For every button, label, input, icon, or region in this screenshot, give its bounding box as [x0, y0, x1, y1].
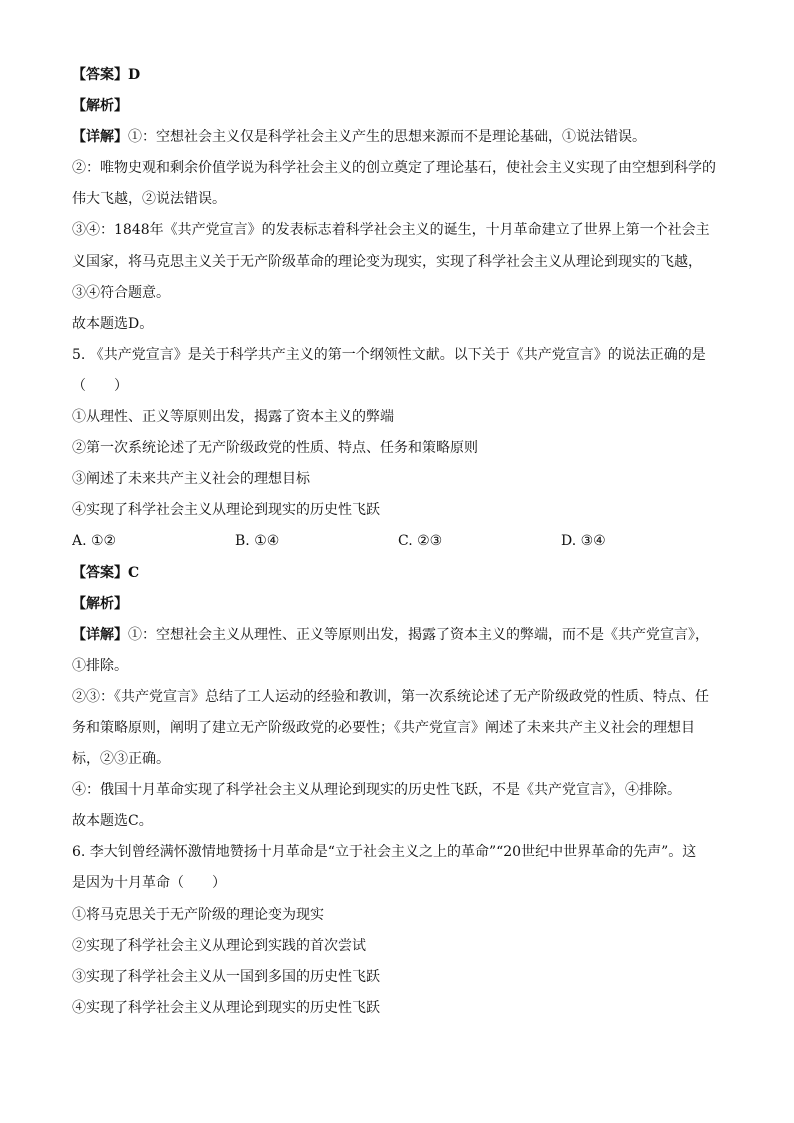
q6-statement: ③实现了科学社会主义从一国到多国的历史性飞跃 — [72, 968, 380, 985]
q4-detail-line: 伟大飞越，②说法错误。 — [72, 191, 226, 208]
q4-detail-line: 义国家，将马克思主义关于无产阶级革命的理论变为现实，实现了科学社会主义从理论到现实的飞越， — [72, 253, 702, 270]
document-page — [72, 60, 732, 1024]
q5-detail-line: 标，②③正确。 — [72, 751, 170, 768]
q5-option-c: C. ②③ — [398, 533, 443, 550]
q5-detail-line: ②③：《共产党宣言》总结了工人运动的经验和教训，第一次系统论述了无产阶级政党的性质、特点、任 — [72, 688, 709, 705]
q5-statement: ③阐述了未来共产主义社会的理想目标 — [72, 471, 310, 488]
q5-answer: 【答案】C — [72, 564, 140, 581]
q6-stem: 是因为十月革命（ ） — [72, 875, 226, 892]
q4-detail-line: 【详解】①：空想社会主义仅是科学社会主义产生的思想来源而不是理论基础，①说法错误。 — [72, 129, 646, 146]
q4-detail-tag: 【详解】 — [72, 129, 128, 146]
q5-options — [72, 526, 732, 557]
q5-statement: ②第一次系统论述了无产阶级政党的性质、特点、任务和策略原则 — [72, 440, 478, 457]
q5-statement: ④实现了科学社会主义从理论到现实的历史性飞跃 — [72, 502, 380, 519]
q4-analysis-label: 【解析】 — [72, 98, 128, 115]
q5-option-b: B. ①④ — [235, 533, 280, 550]
q6-statement: ④实现了科学社会主义从理论到现实的历史性飞跃 — [72, 999, 380, 1016]
q5-detail-tag: 【详解】 — [72, 626, 128, 643]
q5-detail-line: ④：俄国十月革命实现了科学社会主义从理论到现实的历史性飞跃，不是《共产党宣言》，④排除。 — [72, 782, 681, 799]
q5-option-d: D. ③④ — [561, 533, 606, 550]
q5-stem: 5. 《共产党宣言》是关于科学共产主义的第一个纲领性文献。以下关于《共产党宣言》的说法正确的是 — [72, 346, 706, 363]
q5-detail-line: 务和策略原则，阐明了建立无产阶级政党的必要性；《共产党宣言》阐述了未来共产主义社会的理想目 — [72, 719, 695, 736]
q6-statement: ②实现了科学社会主义从理论到实践的首次尝试 — [72, 937, 366, 954]
q6-stem: 6. 李大钊曾经满怀激情地赞扬十月革命是“立于社会主义之上的革命”“20世纪中世界革命的先声”。这 — [72, 844, 697, 861]
q5-analysis-label: 【解析】 — [72, 595, 128, 612]
q4-detail-line: ③④：1848年《共产党宣言》的发表标志着科学社会主义的诞生，十月革命建立了世界上第一个社会主 — [72, 222, 710, 239]
q5-statement: ①从理性、正义等原则出发，揭露了资本主义的弊端 — [72, 409, 394, 426]
q5-option-a: A. ①② — [72, 533, 117, 550]
q5-detail-line: 【详解】①：空想社会主义从理性、正义等原则出发，揭露了资本主义的弊端，而不是《共产党宣言》， — [72, 626, 709, 643]
q6-statement: ①将马克思关于无产阶级的理论变为现实 — [72, 906, 324, 923]
q4-detail-line: ③④符合题意。 — [72, 284, 170, 301]
q5-detail-line: ①排除。 — [72, 657, 128, 674]
q4-detail-line: ②：唯物史观和剩余价值学说为科学社会主义的创立奠定了理论基石，使社会主义实现了由空想到科学的 — [72, 160, 716, 177]
q5-stem: （ ） — [72, 377, 128, 394]
q4-conclusion: 故本题选D。 — [72, 315, 154, 332]
q5-conclusion: 故本题选C。 — [72, 813, 153, 830]
q4-answer: 【答案】D — [72, 67, 141, 83]
